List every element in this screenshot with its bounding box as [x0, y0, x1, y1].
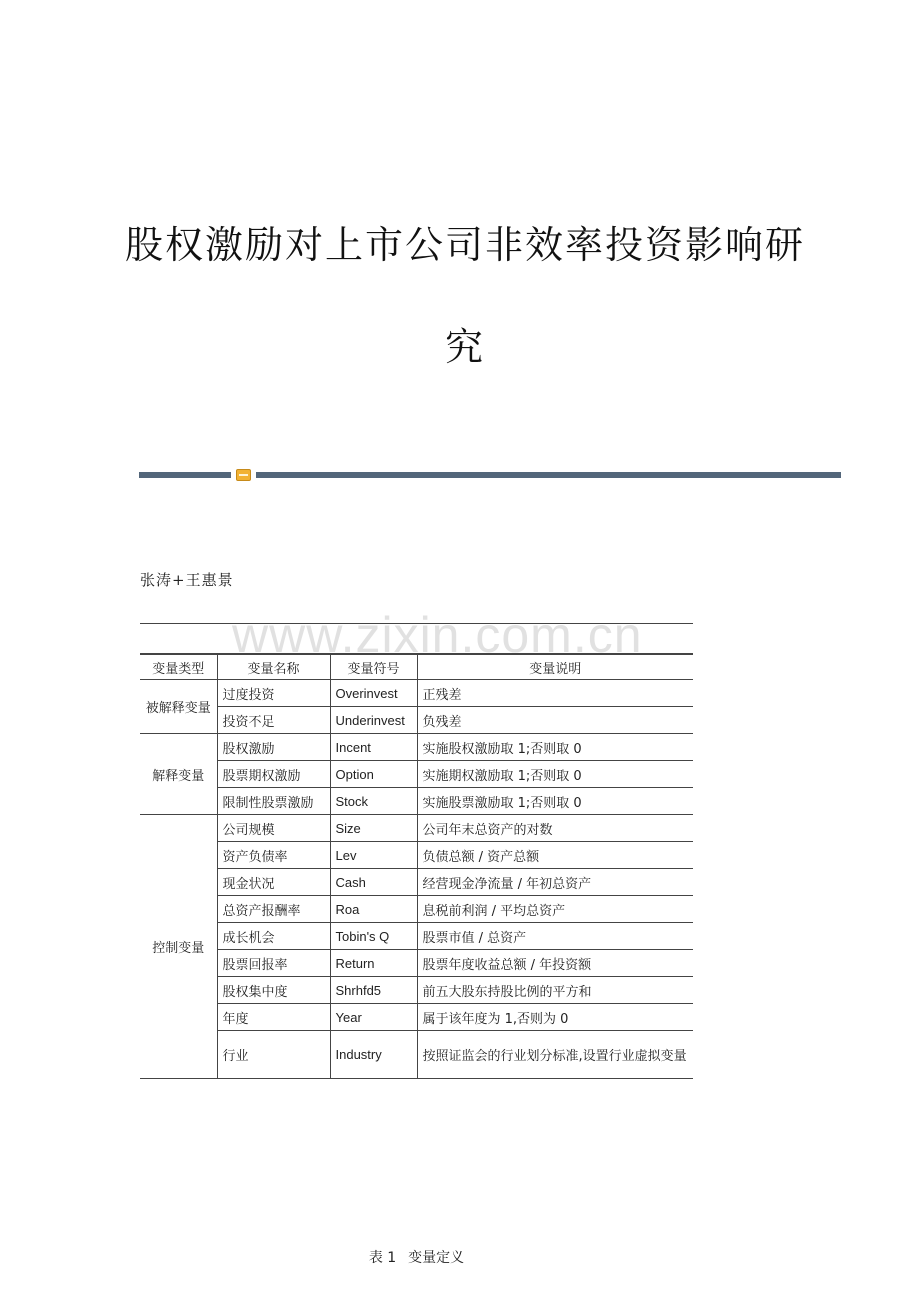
variable-description-cell: 股票年度收益总额 / 年投资额: [417, 950, 693, 977]
variable-description-cell: 正残差: [417, 680, 693, 707]
table-header-cell: 变量符号: [330, 655, 417, 680]
variable-symbol-cell: Tobin's Q: [330, 923, 417, 950]
paper-title-line-2: 究: [444, 325, 485, 369]
table-row: [140, 923, 693, 950]
table-row: [140, 734, 693, 761]
variable-symbol-cell: Size: [330, 815, 417, 842]
variable-description-cell: 公司年末总资产的对数: [417, 815, 693, 842]
variable-description-cell: 息税前利润 / 平均总资产: [417, 896, 693, 923]
variable-description-cell: 股票市值 / 总资产: [417, 923, 693, 950]
table-row: [140, 1004, 693, 1031]
divider-bar-left: [139, 472, 231, 478]
title-divider: [139, 469, 841, 481]
variable-name-cell: 现金状况: [217, 869, 330, 896]
variable-name-cell: 投资不足: [217, 707, 330, 734]
table-row: [140, 896, 693, 923]
divider-bar-right: [256, 472, 841, 478]
variable-description-cell: 实施股票激励取 1;否则取 0: [417, 788, 693, 815]
variable-description-cell: 经营现金净流量 / 年初总资产: [417, 869, 693, 896]
bookmark-icon: [236, 469, 251, 481]
paper-title-line-1: 股权激励对上市公司非效率投资影响研: [124, 223, 805, 267]
variable-name-cell: 成长机会: [217, 923, 330, 950]
table-row: [140, 761, 693, 788]
variable-description-cell: 负残差: [417, 707, 693, 734]
table-row: [140, 707, 693, 734]
table-row: [140, 815, 693, 842]
variable-symbol-cell: Year: [330, 1004, 417, 1031]
variable-symbol-cell: Overinvest: [330, 680, 417, 707]
table-row: [140, 788, 693, 815]
variable-symbol-cell: Cash: [330, 869, 417, 896]
variable-name-cell: 行业: [217, 1031, 330, 1079]
variable-description-cell: 按照证监会的行业划分标准,设置行业虚拟变量: [417, 1031, 693, 1079]
table-caption: [140, 1247, 693, 1267]
variable-name-cell: 股票回报率: [217, 950, 330, 977]
table-row: [140, 950, 693, 977]
variable-description-cell: 实施期权激励取 1;否则取 0: [417, 761, 693, 788]
variable-description-cell: 前五大股东持股比例的平方和: [417, 977, 693, 1004]
authors: 张涛+王惠景: [140, 571, 234, 589]
variable-category-cell: 控制变量: [140, 815, 217, 1079]
variable-category-cell: 被解释变量: [140, 680, 217, 734]
table-caption-label: 表 1: [368, 1250, 397, 1266]
variable-name-cell: 股票期权激励: [217, 761, 330, 788]
variable-name-cell: 资产负债率: [217, 842, 330, 869]
variable-name-cell: 限制性股票激励: [217, 788, 330, 815]
variable-name-cell: 公司规模: [217, 815, 330, 842]
table-row: [140, 680, 693, 707]
table-caption-title: 变量定义: [408, 1250, 465, 1266]
variable-definition-table: [140, 623, 693, 1266]
variables-table: [140, 654, 693, 1079]
variable-symbol-cell: Lev: [330, 842, 417, 869]
variable-name-cell: 总资产报酬率: [217, 896, 330, 923]
watermark: www.zixin.com.cn: [232, 607, 643, 663]
variable-description-cell: 负债总额 / 资产总额: [417, 842, 693, 869]
variable-name-cell: 过度投资: [217, 680, 330, 707]
table-header-cell: 变量类型: [140, 655, 217, 680]
variable-symbol-cell: Stock: [330, 788, 417, 815]
variable-name-cell: 股权集中度: [217, 977, 330, 1004]
variable-symbol-cell: Industry: [330, 1031, 417, 1079]
variable-name-cell: 年度: [217, 1004, 330, 1031]
table-header-cell: 变量说明: [417, 655, 693, 680]
variable-symbol-cell: Return: [330, 950, 417, 977]
table-row: [140, 977, 693, 1004]
variable-name-cell: 股权激励: [217, 734, 330, 761]
variable-symbol-cell: Incent: [330, 734, 417, 761]
variable-symbol-cell: Underinvest: [330, 707, 417, 734]
variable-description-cell: 属于该年度为 1,否则为 0: [417, 1004, 693, 1031]
table-row: [140, 1031, 693, 1079]
variable-symbol-cell: Shrhfd5: [330, 977, 417, 1004]
table-header-cell: 变量名称: [217, 655, 330, 680]
table-row: [140, 842, 693, 869]
variable-category-cell: 解释变量: [140, 734, 217, 815]
variable-symbol-cell: Option: [330, 761, 417, 788]
table-row: [140, 869, 693, 896]
variable-description-cell: 实施股权激励取 1;否则取 0: [417, 734, 693, 761]
variable-symbol-cell: Roa: [330, 896, 417, 923]
